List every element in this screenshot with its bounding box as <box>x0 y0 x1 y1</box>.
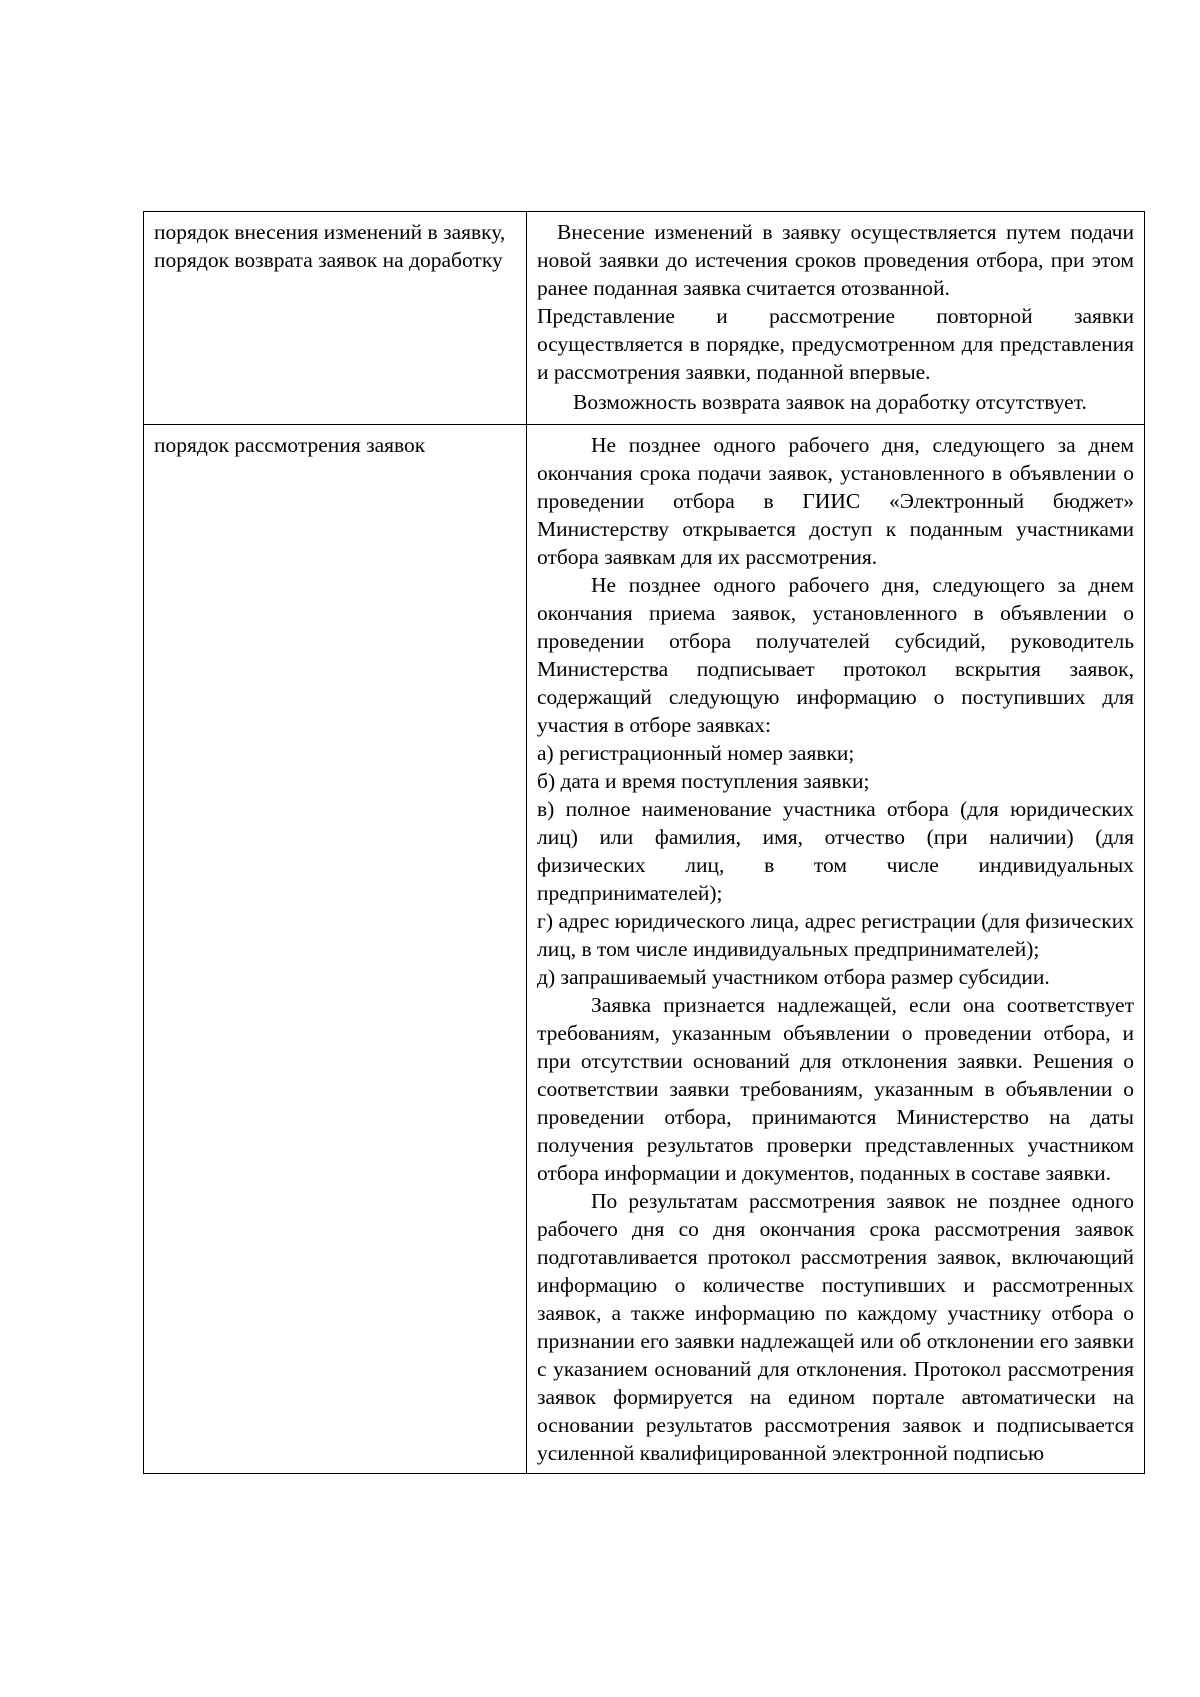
paragraph: Представление и рассмотрение повторной заявки осуществляется в порядке, предусмотренном для представления и рассмотрения заявки, поданной впервые. <box>537 304 1134 384</box>
table-row <box>144 425 1145 1474</box>
row-content-cell <box>527 212 1145 425</box>
row-label-cell <box>144 212 527 425</box>
paragraph: Внесение изменений в заявку осуществляется путем подачи новой заявки до истечения сроков проведения отбора, при этом ранее поданная заявка считается отозванной. <box>537 220 1134 300</box>
list-item: б) дата и время поступления заявки; <box>537 769 870 793</box>
row-label: порядок внесения изменений в заявку, порядок возврата заявок на доработку <box>154 220 506 272</box>
paragraph: Не позднее одного рабочего дня, следующего за днем окончания приема заявок, установленного в объявлении о проведении отбора получателей субсидий, руководитель Министерства подписывает протокол вскрытия заявок, содержащий следующую информацию о поступивших для участия в отборе заявках: <box>537 573 1134 737</box>
document-table <box>143 211 1145 1474</box>
list-item: г) адрес юридического лица, адрес регистрации (для физических лиц, в том числе индивидуальных предпринимателей); <box>537 909 1134 961</box>
paragraph: Заявка признается надлежащей, если она соответствует требованиям, указанным объявлении о проведении отбора, и при отсутствии оснований для отклонения заявки. Решения о соответствии заявки требованиям, указанным в объявлении о проведении отбора, принимаются Министерство на даты получения результатов проверки представленных участником отбора информации и документов, поданных в составе заявки. <box>537 993 1134 1185</box>
paragraph: Возможность возврата заявок на доработку отсутствует. <box>573 390 1087 414</box>
list-item: а) регистрационный номер заявки; <box>537 741 855 765</box>
list-item: д) запрашиваемый участником отбора размер субсидии. <box>537 965 1050 989</box>
row-label-cell <box>144 425 527 1474</box>
table-row <box>144 212 1145 425</box>
paragraph: По результатам рассмотрения заявок не позднее одного рабочего дня со дня окончания срока рассмотрения заявок подготавливается протокол рассмотрения заявок, включающий информацию о количестве поступивших и рассмотренных заявок, а также информацию по каждому участнику отбора о признании его заявки надлежащей или об отклонении его заявки с указанием оснований для отклонения. Протокол рассмотрения заявок формируется на едином портале автоматически на основании результатов рассмотрения заявок и подписывается усиленной квалифицированной электронной подписью <box>537 1189 1134 1465</box>
list-item: в) полное наименование участника отбора (для юридических лиц) или фамилия, имя, отчество (при наличии) (для физических лиц, в том числе индивидуальных предпринимателей); <box>537 797 1134 905</box>
paragraph: Не позднее одного рабочего дня, следующего за днем окончания срока подачи заявок, установленного в объявлении о проведении отбора в ГИИС «Электронный бюджет» Министерству открывается доступ к поданным участниками отбора заявкам для их рассмотрения. <box>537 433 1134 569</box>
row-label: порядок рассмотрения заявок <box>154 433 426 457</box>
row-content-cell <box>527 425 1145 1474</box>
